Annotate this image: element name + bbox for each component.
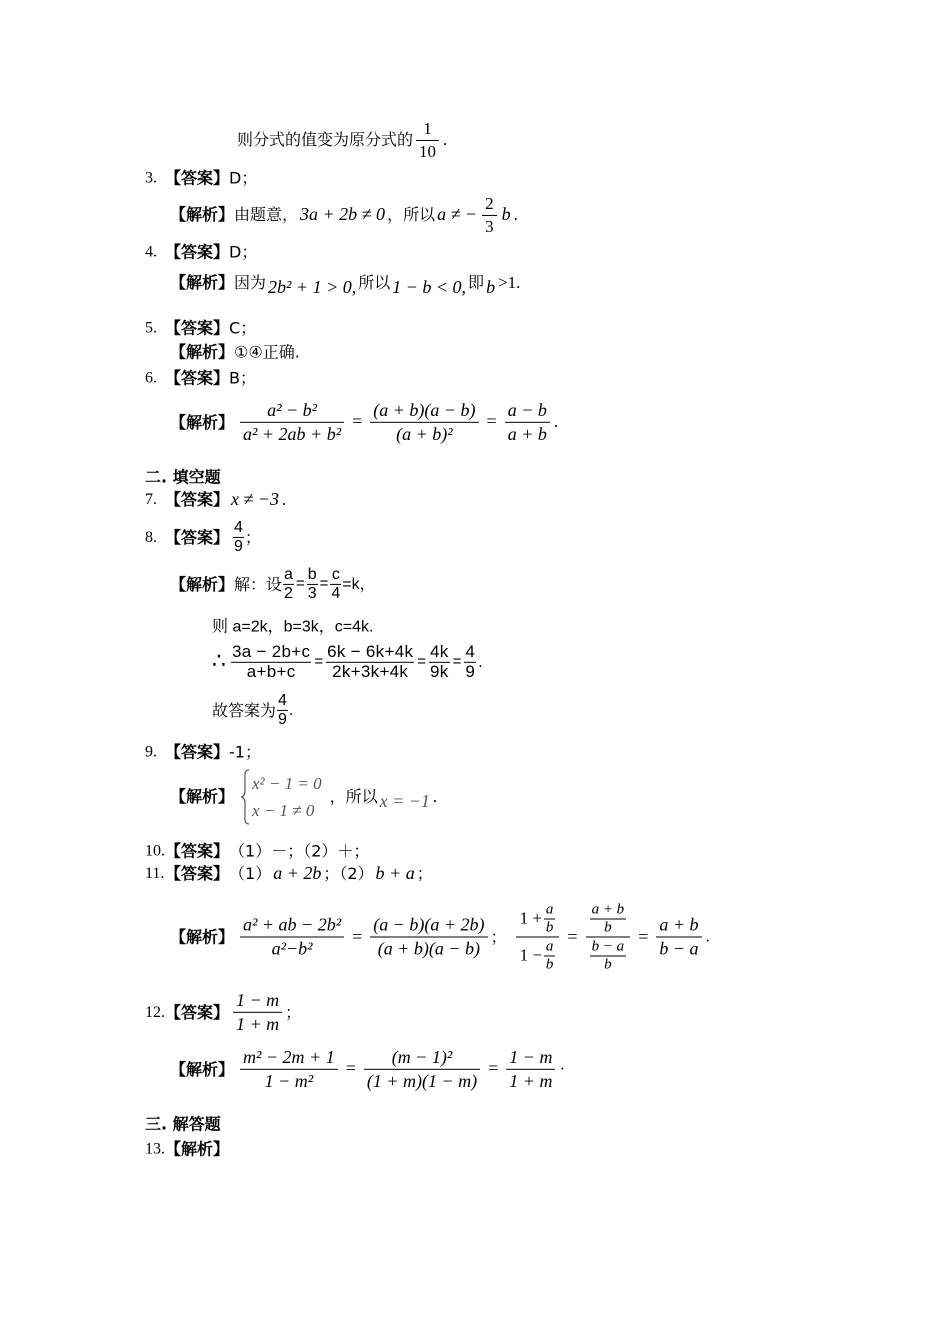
numerator: a — [545, 938, 554, 955]
fraction — [233, 519, 244, 555]
complex-fraction — [516, 901, 560, 974]
question-number: 12. — [145, 1003, 165, 1021]
denominator: b — [545, 956, 554, 972]
fraction — [277, 692, 288, 728]
answer-value: C； — [229, 318, 257, 338]
numerator: 1 — [416, 118, 439, 141]
analysis-label: 【解析】 — [170, 273, 235, 293]
analysis-label: 【解析】 — [170, 412, 235, 432]
analysis-text: 即 — [468, 273, 485, 293]
equals-sign: = — [638, 926, 649, 947]
q6-answer-line — [145, 368, 256, 387]
answer-label: 【答案】 — [165, 318, 230, 338]
answer-label: 【答案】 — [165, 490, 230, 510]
semicolon: ； — [244, 527, 261, 547]
ratio-fraction-b — [307, 566, 318, 602]
complex-numerator — [586, 901, 631, 938]
fraction — [482, 193, 497, 237]
question-number: 9. — [145, 743, 157, 761]
math-expression: a + 2b — [273, 863, 322, 884]
period: . — [513, 204, 518, 224]
q8-answer-line — [145, 519, 261, 555]
q8-derivation-line — [212, 643, 483, 681]
equals-sign: = — [488, 1058, 499, 1079]
math-expression: 2b² + 1 > 0, — [268, 277, 357, 298]
denominator: (a + b)² — [396, 423, 453, 444]
answer-label: 【答案】 — [165, 1002, 230, 1022]
answer-value: B； — [229, 368, 256, 388]
complex-fraction — [586, 901, 631, 974]
equals-sign: = — [567, 926, 578, 947]
math-expression: b — [501, 204, 511, 225]
q7-answer-line — [145, 489, 287, 511]
numerator: 4k — [430, 641, 449, 661]
equals-sign: = — [319, 575, 329, 592]
ratio-fraction-a — [283, 566, 294, 602]
fraction — [240, 1046, 338, 1092]
fraction — [370, 914, 487, 960]
analysis-text: >1. — [498, 272, 521, 292]
math-expression: b + a — [375, 863, 415, 884]
denominator: 4 — [331, 584, 341, 602]
denominator: 9 — [465, 661, 476, 681]
numerator: b — [307, 565, 317, 583]
analysis-label: 【解析】 — [170, 787, 235, 807]
answer-value: （1）－；（2）＋； — [229, 841, 370, 861]
equals-sign: = — [417, 653, 427, 670]
period: . — [478, 653, 483, 671]
q4-answer-line — [145, 242, 257, 261]
q3-analysis-line — [170, 193, 519, 237]
analysis-label: 【解析】 — [170, 205, 235, 225]
denominator: b — [604, 919, 612, 935]
answer-label: 【答案】 — [165, 242, 230, 262]
question-number: 4. — [145, 243, 157, 261]
fraction — [506, 1046, 555, 1092]
end-dot: · — [559, 1058, 566, 1078]
q5-analysis-line — [170, 342, 300, 361]
denominator: 9 — [278, 710, 287, 728]
analysis-label: 【解析】 — [170, 1059, 235, 1079]
numerator: a — [545, 901, 554, 918]
equals-sign: = — [452, 653, 462, 670]
system-brace — [240, 769, 250, 825]
math-expression: 3a + 2b ≠ 0 — [300, 204, 386, 225]
analysis-label: 【解析】 — [170, 574, 235, 594]
fraction — [231, 643, 311, 681]
question-number: 3. — [145, 169, 157, 187]
denominator: 3 — [485, 216, 494, 236]
equals-sign: = — [295, 575, 305, 592]
q8-analysis-line — [170, 566, 376, 602]
question-number: 13. — [145, 1140, 165, 1158]
answer-label: 【答案】 — [165, 527, 230, 547]
analysis-text: 所以 — [358, 273, 391, 293]
system-equation-1: x² − 1 = 0 — [252, 773, 322, 793]
denominator: a + b — [507, 423, 547, 444]
q12-answer-line — [145, 989, 301, 1035]
numerator: (a − b)(a + 2b) — [370, 914, 487, 938]
numerator: (a + b)(a − b) — [370, 399, 478, 423]
period: . — [705, 926, 710, 946]
question-number: 11. — [145, 865, 165, 883]
numerator-prefix: 1 + — [519, 908, 542, 928]
q4-analysis-line — [170, 272, 521, 298]
analysis-label: 【解析】 — [170, 342, 235, 362]
answer-part: （1） — [229, 864, 272, 884]
denominator: a²−b² — [271, 938, 313, 959]
numerator: 1 − m — [233, 989, 282, 1013]
numerator: 4 — [278, 691, 287, 709]
analysis-text: ，所以 — [329, 787, 378, 807]
period: . — [443, 129, 448, 149]
denominator: b — [604, 956, 612, 972]
numerator: (m − 1)² — [364, 1046, 480, 1070]
q11-analysis-line — [170, 901, 711, 974]
system-equations — [252, 770, 322, 824]
answer-label: 【答案】 — [165, 841, 230, 861]
q8-substitution-line: 则 a=2k，b=3k，c=4k. — [212, 618, 374, 636]
math-expression: x ≠ −3 — [231, 489, 280, 510]
period: . — [288, 701, 294, 719]
q12-analysis-line — [170, 1046, 566, 1092]
denominator: (a + b)(a − b) — [377, 938, 481, 959]
numerator: 1 − m — [506, 1046, 555, 1070]
section-heading-fill-in: 二. 填空题 — [145, 467, 221, 487]
math-expression: b — [486, 277, 496, 298]
fraction — [326, 643, 414, 681]
ratio-fraction-c — [330, 566, 341, 602]
q3-answer-line — [145, 168, 257, 187]
q8-conclusion-line — [212, 692, 293, 728]
analysis-text: 由题意， — [234, 205, 299, 225]
answer-value: D； — [229, 168, 258, 188]
fraction — [370, 399, 478, 445]
analysis-text: 因为 — [234, 273, 267, 293]
math-expression: 1 − b < 0, — [392, 277, 467, 298]
period: . — [282, 489, 287, 509]
numerator: 6k − 6k+4k — [327, 641, 414, 661]
complex-denominator — [516, 938, 560, 974]
math-expression: x = −1 — [379, 791, 430, 812]
answer-part: ；（2） — [323, 864, 374, 884]
fraction — [429, 643, 450, 681]
denominator: 9 — [234, 537, 243, 555]
intro-text: 则分式的值变为原分式的 — [237, 130, 414, 150]
answer-label: 【答案】 — [165, 368, 230, 388]
q10-answer-line — [145, 841, 369, 860]
fraction — [240, 914, 344, 960]
system-equation-2: x − 1 ≠ 0 — [252, 801, 315, 820]
complex-denominator — [586, 938, 631, 974]
complex-numerator — [516, 901, 560, 938]
numerator: 4 — [465, 641, 476, 661]
question-number: 5. — [145, 319, 157, 337]
denominator: 9k — [430, 661, 449, 681]
inner-fraction — [590, 902, 627, 936]
denominator: b — [545, 919, 554, 935]
numerator: a² + ab − 2b² — [240, 914, 344, 938]
denominator: 2 — [284, 584, 293, 602]
denominator: 3 — [307, 584, 317, 602]
numerator: 2 — [482, 193, 497, 216]
denominator: a+b+c — [246, 661, 296, 681]
fraction — [464, 643, 476, 681]
equals-k: =k， — [342, 575, 376, 593]
answer-label: 【答案】 — [165, 864, 230, 884]
inner-fraction — [544, 939, 556, 973]
equals-sign: = — [486, 411, 497, 432]
analysis-label: 【解析】 — [165, 1139, 230, 1159]
denominator: 1 − m² — [264, 1070, 314, 1091]
question-number: 8. — [145, 528, 157, 546]
question-number: 7. — [145, 491, 157, 509]
semicolon: ； — [490, 927, 507, 947]
therefore-symbol: ∴ — [212, 648, 226, 674]
semicolon: ； — [416, 864, 433, 884]
question-number: 6. — [145, 369, 157, 387]
numerator: 4 — [234, 518, 243, 536]
numerator: 3a − 2b+c — [232, 641, 311, 661]
denominator: a² + 2ab + b² — [243, 423, 342, 444]
numerator: c — [331, 565, 340, 583]
numerator: a − b — [505, 399, 550, 423]
answer-value: D； — [229, 242, 258, 262]
intro-line — [237, 118, 448, 162]
inner-fraction — [590, 939, 627, 973]
q6-analysis-line — [170, 399, 559, 445]
denominator: (1 + m)(1 − m) — [366, 1070, 478, 1091]
fraction — [240, 399, 344, 445]
numerator: a + b — [656, 914, 701, 938]
math-expression: a ≠ − — [437, 204, 478, 225]
q9-answer-line — [145, 742, 261, 761]
conclusion-text: 故答案为 — [212, 700, 277, 720]
equals-sign: = — [314, 653, 324, 670]
fraction — [656, 914, 701, 960]
equals-sign: = — [352, 926, 363, 947]
intro-fraction — [416, 118, 439, 162]
denominator: b − a — [659, 938, 699, 959]
q5-answer-line — [145, 318, 256, 337]
numerator: a² − b² — [240, 399, 344, 423]
inner-fraction — [544, 902, 556, 936]
denominator: 1 + m — [236, 1013, 280, 1034]
equals-sign: = — [352, 411, 363, 432]
answer-value: -1； — [229, 742, 261, 762]
q9-analysis-line — [170, 769, 438, 825]
q13-analysis-line — [145, 1139, 229, 1158]
fraction — [364, 1046, 480, 1092]
equation-system — [240, 769, 322, 825]
numerator: a — [284, 565, 293, 583]
answer-label: 【答案】 — [165, 168, 230, 188]
denominator-prefix: 1 − — [519, 945, 542, 965]
period: . — [553, 411, 559, 431]
equals-sign: = — [345, 1058, 356, 1079]
analysis-label: 【解析】 — [170, 927, 235, 947]
q11-answer-line — [145, 863, 433, 885]
analysis-text: ，所以 — [387, 205, 436, 225]
denominator: 1 + m — [509, 1070, 553, 1091]
denominator: 2k+3k+4k — [332, 661, 409, 681]
section-heading-solutions: 三. 解答题 — [145, 1114, 221, 1134]
numerator: a + b — [591, 901, 625, 918]
analysis-text: ①④正确. — [234, 342, 300, 362]
fraction — [505, 399, 550, 445]
fraction — [233, 989, 282, 1035]
question-number: 10. — [145, 842, 165, 860]
numerator: m² − 2m + 1 — [240, 1046, 338, 1070]
semicolon: ； — [285, 1002, 302, 1022]
denominator: 10 — [419, 141, 437, 161]
answer-label: 【答案】 — [165, 742, 230, 762]
period: . — [432, 786, 438, 806]
numerator: b − a — [591, 938, 625, 955]
analysis-text: 解：设 — [234, 574, 283, 594]
